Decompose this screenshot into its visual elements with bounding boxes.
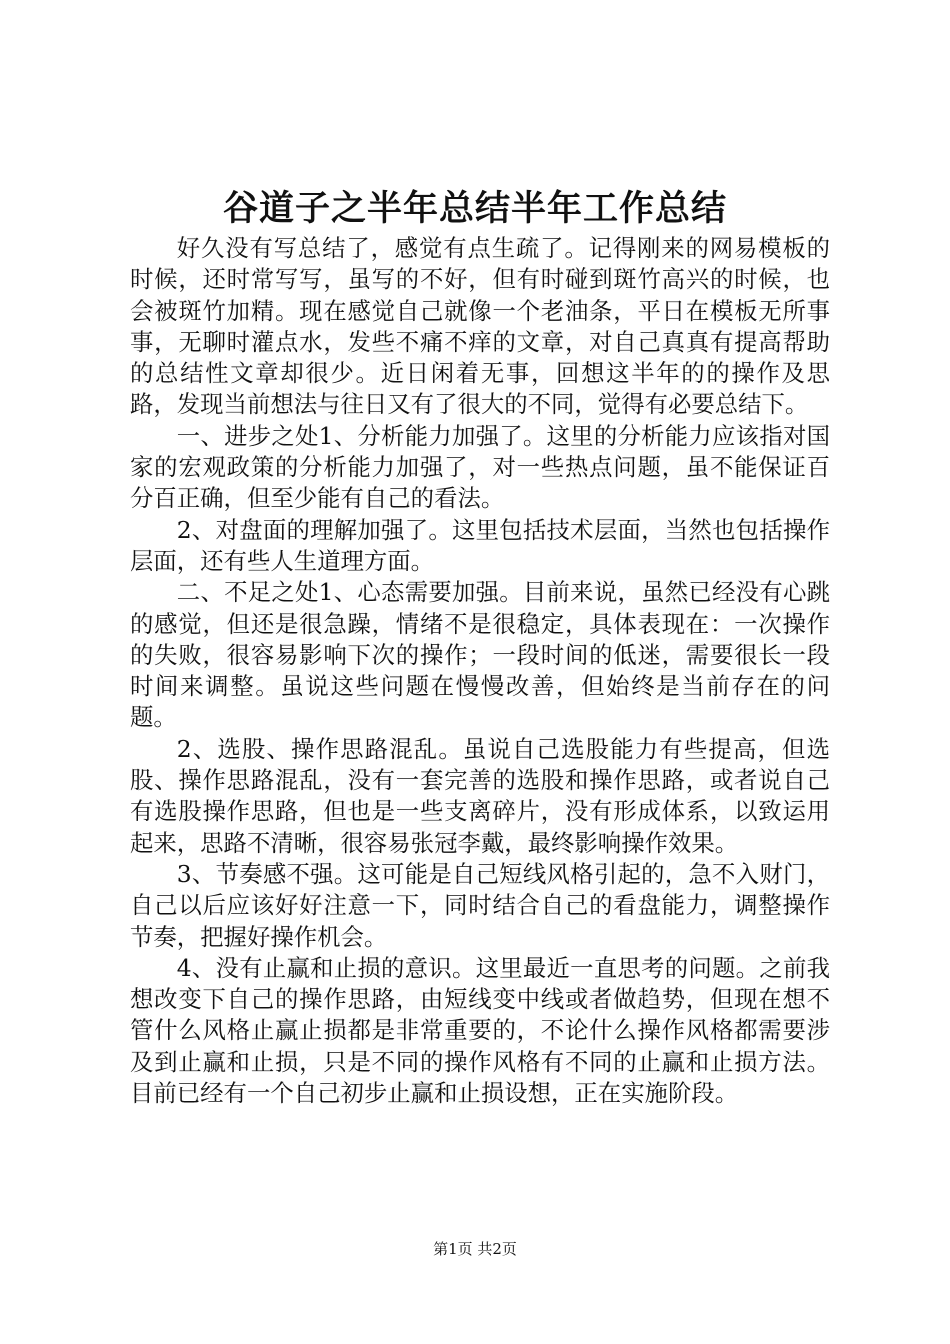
paragraph-intro: 好久没有写总结了，感觉有点生疏了。记得刚来的网易模板的时候，还时常写写，虽写的不好，但有时碰到斑竹高兴的时候，也会被斑竹加精。现在感觉自己就像一个老油条，平日在模板无所事事，无聊时灌点水，发些不痛不痒的文章，对自己真真有提高帮助的总结性文章却很少。近日闲着无事，回想这半年的的操作及思路，发现当前想法与往日又有了很大的不同，觉得有必要总结下。 (130, 234, 830, 419)
paragraph-shortcoming-1: 二、不足之处1、心态需要加强。目前来说，虽然已经没有心跳的感觉，但还是很急躁，情绪不是很稳定，具体表现在：一次操作的失败，很容易影响下次的操作；一段时间的低迷，需要很长一段时间来调整。虽说这些问题在慢慢改善，但始终是当前存在的问题。 (130, 578, 830, 732)
paragraph-shortcoming-3: 3、节奏感不强。这可能是自己短线风格引起的，急不入财门，自己以后应该好好注意一下，同时结合自己的看盘能力，调整操作节奏，把握好操作机会。 (130, 859, 830, 951)
paragraph-progress-1: 一、进步之处1、分析能力加强了。这里的分析能力应该指对国家的宏观政策的分析能力加强了，对一些热点问题，虽不能保证百分百正确，但至少能有自己的看法。 (130, 421, 830, 513)
document-title: 谷道子之半年总结半年工作总结 (222, 188, 727, 229)
page-footer: 第1页 共2页 (433, 1240, 517, 1258)
paragraph-shortcoming-2: 2、选股、操作思路混乱。虽说自己选股能力有些提高，但选股、操作思路混乱，没有一套完善的选股和操作思路，或者说自己有选股操作思路，但也是一些支离碎片，没有形成体系，以致运用起来，思路不清晰，很容易张冠李戴，最终影响操作效果。 (130, 734, 830, 857)
paragraph-shortcoming-4: 4、没有止赢和止损的意识。这里最近一直思考的问题。之前我想改变下自己的操作思路，由短线变中线或者做趋势，但现在想不管什么风格止赢止损都是非常重要的，不论什么操作风格都需要涉及到止赢和止损，只是不同的操作风格有不同的止赢和止损方法。目前已经有一个自己初步止赢和止损设想，正在实施阶段。 (130, 953, 830, 1108)
paragraph-progress-2: 2、对盘面的理解加强了。这里包括技术层面，当然也包括操作层面，还有些人生道理方面。 (130, 515, 830, 575)
document-body (130, 233, 830, 1109)
